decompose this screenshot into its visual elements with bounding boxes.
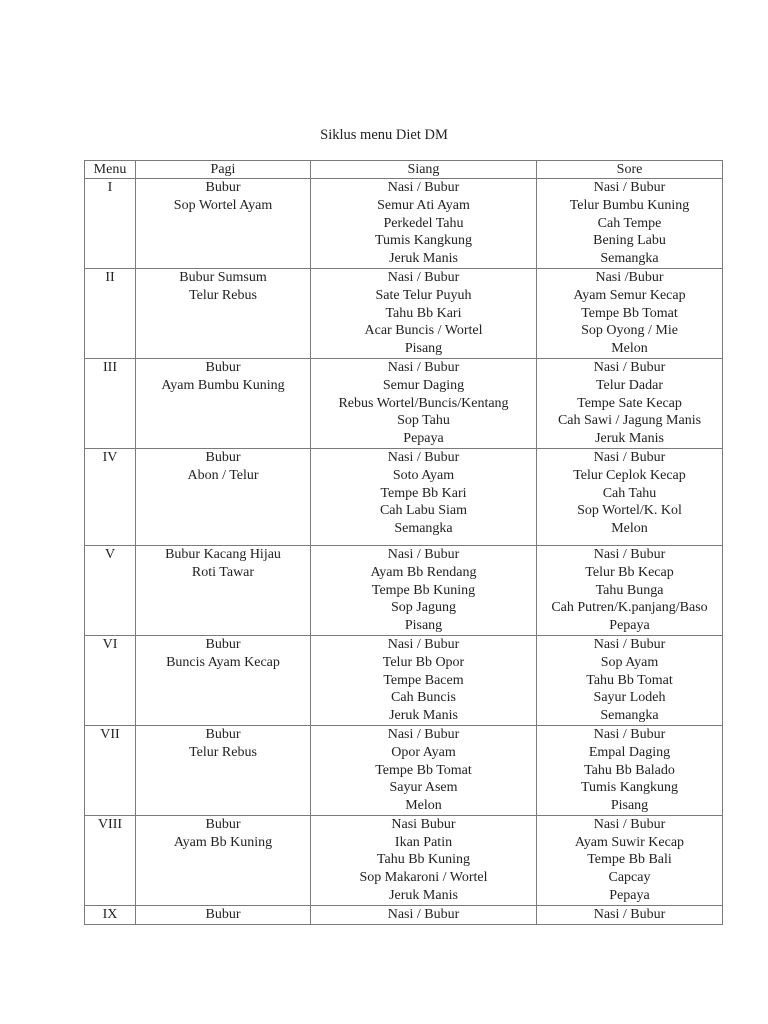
- menu-item: Tahu Bb Kari: [385, 305, 462, 321]
- menu-item: Semur Ati Ayam: [377, 197, 470, 213]
- menu-item: Soto Ayam: [392, 467, 455, 483]
- menu-item: Nasi / Bubur: [593, 816, 666, 832]
- cell-menu: IX: [85, 905, 136, 924]
- table-row: [85, 815, 723, 905]
- menu-item: Bening Labu: [593, 233, 666, 249]
- cell-pagi: [136, 635, 311, 725]
- table-row: [85, 358, 723, 448]
- menu-item: Jeruk Manis: [389, 708, 458, 724]
- cell-pagi: [136, 179, 311, 269]
- cell-pagi: [136, 815, 311, 905]
- menu-item: Ayam Bumbu Kuning: [161, 377, 285, 393]
- menu-item: Nasi / Bubur: [593, 636, 666, 652]
- menu-item: Sop Tahu: [397, 413, 450, 429]
- menu-item: Melon: [611, 341, 648, 357]
- menu-item: Sop Makaroni / Wortel: [359, 870, 488, 886]
- menu-item: Bubur: [205, 359, 241, 375]
- cell-sore: [537, 358, 723, 448]
- menu-item: Tahu Bb Kuning: [376, 852, 471, 868]
- cell-menu: VIII: [85, 815, 136, 905]
- menu-item: Nasi /Bubur: [595, 269, 664, 285]
- table-row: [85, 635, 723, 725]
- menu-item: Bubur: [205, 816, 241, 832]
- menu-item: Jeruk Manis: [389, 888, 458, 904]
- menu-item: Sop Wortel/K. Kol: [577, 503, 682, 519]
- menu-item: Sop Jagung: [391, 600, 456, 616]
- cell-sore: [537, 179, 723, 269]
- menu-item: Cah Tempe: [597, 215, 662, 231]
- menu-item: Roti Tawar: [191, 564, 255, 580]
- menu-item: Bubur Kacang Hijau: [165, 546, 281, 562]
- cell-menu: VII: [85, 725, 136, 815]
- menu-item: Ayam Suwir Kecap: [574, 834, 685, 850]
- menu-item: Capcay: [608, 870, 651, 886]
- cell-sore: [537, 448, 723, 545]
- menu-item: Jeruk Manis: [595, 431, 664, 447]
- table-row: [85, 905, 723, 924]
- menu-item: Tumis Kangkung: [580, 780, 679, 796]
- menu-item: Telur Rebus: [189, 744, 257, 760]
- menu-item: Cah Tahu: [602, 485, 657, 501]
- menu-item: Cah Putren/K.panjang/Baso: [551, 600, 708, 616]
- cell-siang: [311, 268, 537, 358]
- menu-item: Bubur: [205, 449, 241, 465]
- header-sore: Sore: [537, 161, 723, 179]
- cell-siang: [311, 358, 537, 448]
- menu-item: Nasi / Bubur: [593, 180, 666, 195]
- menu-item: Pepaya: [403, 431, 444, 447]
- menu-item: Nasi / Bubur: [387, 726, 460, 742]
- cell-pagi: [136, 545, 311, 635]
- menu-item: Nasi / Bubur: [387, 180, 460, 195]
- menu-item: Tahu Bb Balado: [584, 762, 675, 778]
- cell-menu: V: [85, 545, 136, 635]
- cell-menu: I: [85, 179, 136, 269]
- menu-item: Pisang: [404, 341, 443, 357]
- header-menu: Menu: [85, 161, 136, 179]
- menu-item: Nasi / Bubur: [387, 636, 460, 652]
- cell-siang: [311, 179, 537, 269]
- menu-item: Acar Buncis / Wortel: [364, 323, 483, 339]
- document-title: Siklus menu Diet DM: [320, 127, 448, 143]
- header-siang: Siang: [311, 161, 537, 179]
- header-pagi: Pagi: [136, 161, 311, 179]
- menu-item: Semangka: [600, 708, 659, 724]
- menu-item: Tempe Bacem: [383, 672, 464, 688]
- menu-cycle-table: [84, 160, 723, 925]
- cell-menu: IV: [85, 448, 136, 545]
- menu-item: Sate Telur Puyuh: [375, 287, 472, 303]
- menu-item: Nasi / Bubur: [593, 906, 666, 922]
- menu-item: Nasi Bubur: [391, 816, 456, 832]
- table-row: [85, 448, 723, 545]
- menu-item: Sop Oyong / Mie: [581, 323, 678, 339]
- cell-pagi: [136, 448, 311, 545]
- menu-item: Tempe Bb Kari: [380, 485, 467, 501]
- menu-item: Melon: [611, 521, 648, 537]
- header-row: [85, 161, 723, 179]
- menu-item: Cah Labu Siam: [379, 503, 468, 519]
- menu-item: Ayam Semur Kecap: [573, 287, 686, 303]
- cell-menu: VI: [85, 635, 136, 725]
- menu-item: Jeruk Manis: [389, 251, 458, 267]
- menu-item: Pisang: [404, 618, 443, 634]
- menu-item: Opor Ayam: [391, 744, 456, 760]
- menu-item: Tahu Bb Tomat: [586, 672, 673, 688]
- cell-sore: [537, 268, 723, 358]
- table-header: [85, 161, 723, 179]
- menu-item: Empal Daging: [588, 744, 671, 760]
- menu-item: Semangka: [600, 251, 659, 267]
- cell-sore: [537, 905, 723, 924]
- menu-item: Nasi / Bubur: [387, 546, 460, 562]
- menu-item: Telur Bb Opor: [382, 654, 465, 670]
- menu-item: Nasi / Bubur: [593, 359, 666, 375]
- cell-sore: [537, 725, 723, 815]
- menu-item: Telur Bumbu Kuning: [569, 197, 690, 213]
- menu-item: Tempe Bb Tomat: [375, 762, 472, 778]
- menu-item: Melon: [405, 798, 442, 814]
- menu-item: Ayam Bb Kuning: [173, 834, 273, 850]
- menu-item: Semur Daging: [382, 377, 465, 393]
- menu-item: Cah Sawi / Jagung Manis: [557, 413, 702, 429]
- menu-item: Rebus Wortel/Buncis/Kentang: [338, 395, 509, 411]
- menu-item: Bubur Sumsum: [179, 269, 267, 285]
- cell-pagi: [136, 358, 311, 448]
- menu-item: Nasi / Bubur: [593, 449, 666, 465]
- menu-item: Cah Buncis: [391, 690, 456, 706]
- cell-siang: [311, 905, 537, 924]
- menu-item: Tempe Bb Bali: [587, 852, 672, 868]
- menu-item: Tempe Bb Tomat: [581, 305, 678, 321]
- menu-item: Bubur: [205, 726, 241, 742]
- menu-item: Ikan Patin: [394, 834, 453, 850]
- cell-sore: [537, 815, 723, 905]
- cell-siang: [311, 725, 537, 815]
- menu-item: Telur Rebus: [189, 287, 257, 303]
- menu-item: Sop Ayam: [600, 654, 659, 670]
- menu-item: Nasi / Bubur: [387, 449, 460, 465]
- cell-siang: [311, 815, 537, 905]
- menu-item: Sayur Asem: [389, 780, 458, 796]
- menu-item: Sayur Lodeh: [593, 690, 666, 706]
- menu-item: Pepaya: [609, 618, 650, 634]
- menu-item: Nasi / Bubur: [593, 546, 666, 562]
- cell-pagi: [136, 905, 311, 924]
- table-row: [85, 179, 723, 269]
- menu-item: Telur Dadar: [595, 377, 664, 393]
- cell-sore: [537, 545, 723, 635]
- cell-pagi: [136, 725, 311, 815]
- menu-item: Bubur: [205, 180, 241, 195]
- menu-item: Telur Ceplok Kecap: [573, 467, 686, 483]
- menu-item: Tempe Bb Kuning: [371, 582, 476, 598]
- menu-item: Bubur: [205, 636, 241, 652]
- menu-item: Pepaya: [609, 888, 650, 904]
- menu-item: Nasi / Bubur: [387, 269, 460, 285]
- cell-pagi: [136, 268, 311, 358]
- menu-item: Bubur: [205, 906, 241, 922]
- menu-item: Tempe Sate Kecap: [577, 395, 682, 411]
- menu-item: Sop Wortel Ayam: [173, 197, 273, 213]
- menu-item: Buncis Ayam Kecap: [166, 654, 280, 670]
- menu-item: Tahu Bunga: [595, 582, 664, 598]
- menu-item: Abon / Telur: [187, 467, 259, 483]
- table-row: [85, 268, 723, 358]
- menu-item: Nasi / Bubur: [387, 359, 460, 375]
- menu-item: Pisang: [610, 798, 649, 814]
- cell-siang: [311, 545, 537, 635]
- menu-item: Tumis Kangkung: [374, 233, 473, 249]
- table-row: [85, 545, 723, 635]
- cell-menu: III: [85, 358, 136, 448]
- menu-item: Semangka: [394, 521, 453, 537]
- menu-item: Ayam Bb Rendang: [370, 564, 477, 580]
- table-row: [85, 725, 723, 815]
- menu-item: Nasi / Bubur: [387, 906, 460, 922]
- menu-item: Perkedel Tahu: [383, 215, 464, 231]
- cell-siang: [311, 448, 537, 545]
- menu-item: Telur Bb Kecap: [585, 564, 674, 580]
- table-body: [85, 179, 723, 925]
- cell-siang: [311, 635, 537, 725]
- menu-item: Nasi / Bubur: [593, 726, 666, 742]
- cell-sore: [537, 635, 723, 725]
- cell-menu: II: [85, 268, 136, 358]
